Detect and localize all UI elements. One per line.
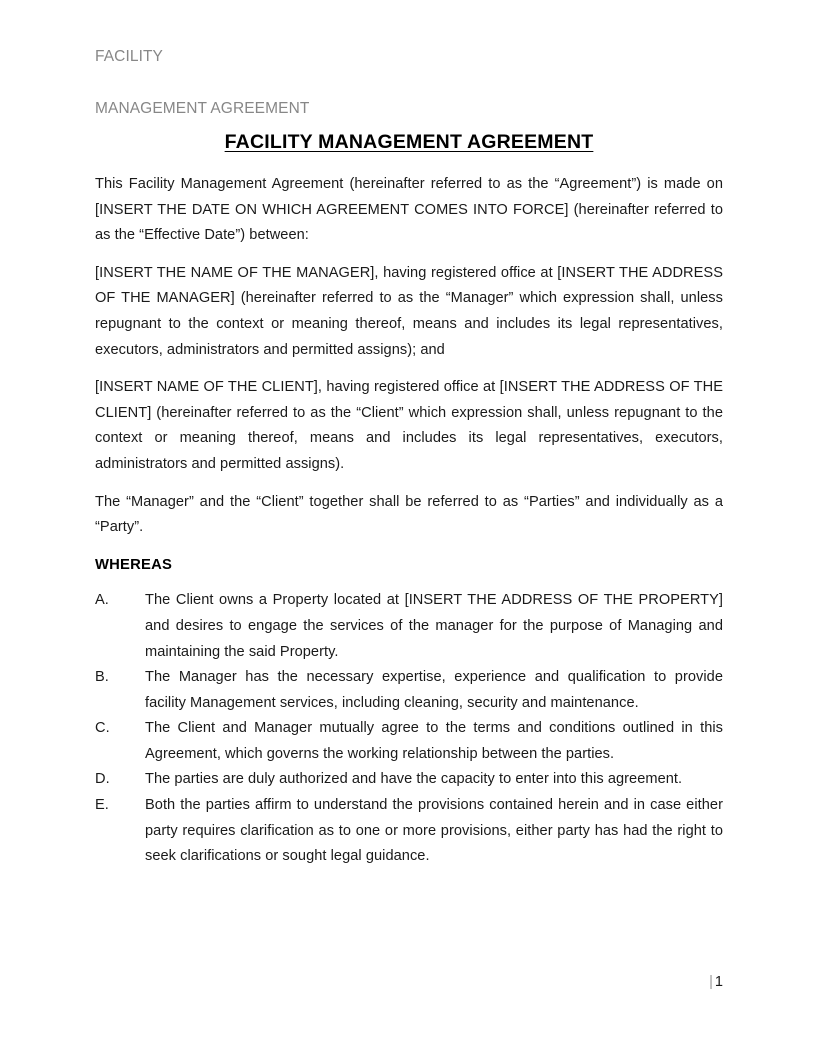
list-item-text: The Client owns a Property located at [INSERT THE ADDRESS OF THE PROPERTY] and desires to engage the services of the manager for the purpose of Managing and maintaining the said Property. (145, 592, 723, 660)
paragraph-parties-definition: The “Manager” and the “Client” together shall be referred to as “Parties” and individually as a “Party”. (95, 493, 723, 536)
paragraph-manager-party: [INSERT THE NAME OF THE MANAGER], having registered office at [INSERT THE ADDRESS OF THE MANAGER] (hereinafter referred to as the “Manager” which expression shall, unless repugnant to the context or meaning thereof, means and includes its legal representatives, executors, administrators and permitted assigns); and (95, 264, 723, 358)
list-item-marker: C. (95, 720, 110, 737)
page-title-text: FACILITY MANAGEMENT AGREEMENT (224, 131, 594, 153)
page-title (95, 131, 723, 154)
document-body (95, 172, 723, 870)
whereas-heading: WHEREAS (95, 556, 173, 573)
paragraph-agreement-intro: This Facility Management Agreement (hereinafter referred to as the “Agreement”) is made on [INSERT THE DATE ON WHICH AGREEMENT COMES INTO FORCE] (hereinafter referred to as the “Effective Date”) between: (95, 176, 723, 244)
list-item (95, 588, 723, 665)
footer-page-number: 1 (714, 974, 723, 990)
footer-separator: | (709, 974, 713, 990)
list-item-text: The parties are duly authorized and have the capacity to enter into this agreement. (145, 771, 683, 788)
list-item (95, 767, 723, 793)
list-item-text: The Manager has the necessary expertise, experience and qualification to provide facility Management services, including cleaning, security and maintenance. (145, 669, 723, 711)
running-header-line-2: MANAGEMENT AGREEMENT (95, 100, 310, 117)
list-item-marker: D. (95, 771, 110, 788)
list-item-marker: A. (95, 592, 109, 609)
list-item (95, 793, 723, 870)
document-footer (95, 970, 723, 994)
list-item (95, 665, 723, 716)
recitals-list (95, 588, 723, 870)
list-item-marker: E. (95, 797, 109, 814)
list-item-text: The Client and Manager mutually agree to the terms and conditions outlined in this Agreement, which governs the working relationship between the parties. (145, 720, 723, 762)
running-header-line-1: FACILITY (95, 48, 163, 65)
list-item-marker: B. (95, 669, 109, 686)
list-item-text: Both the parties affirm to understand the provisions contained herein and in case either party requires clarification as to one or more provisions, either party has had the right to seek clarifications or sought legal guidance. (145, 797, 723, 865)
document-running-header (95, 44, 723, 122)
list-item (95, 716, 723, 767)
paragraph-client-party: [INSERT NAME OF THE CLIENT], having registered office at [INSERT THE ADDRESS OF THE CLIENT] (hereinafter referred to as the “Client” which expression shall, unless repugnant to the context or meaning thereof, means and includes its legal representatives, executors, administrators and permitted assigns). (95, 379, 723, 472)
